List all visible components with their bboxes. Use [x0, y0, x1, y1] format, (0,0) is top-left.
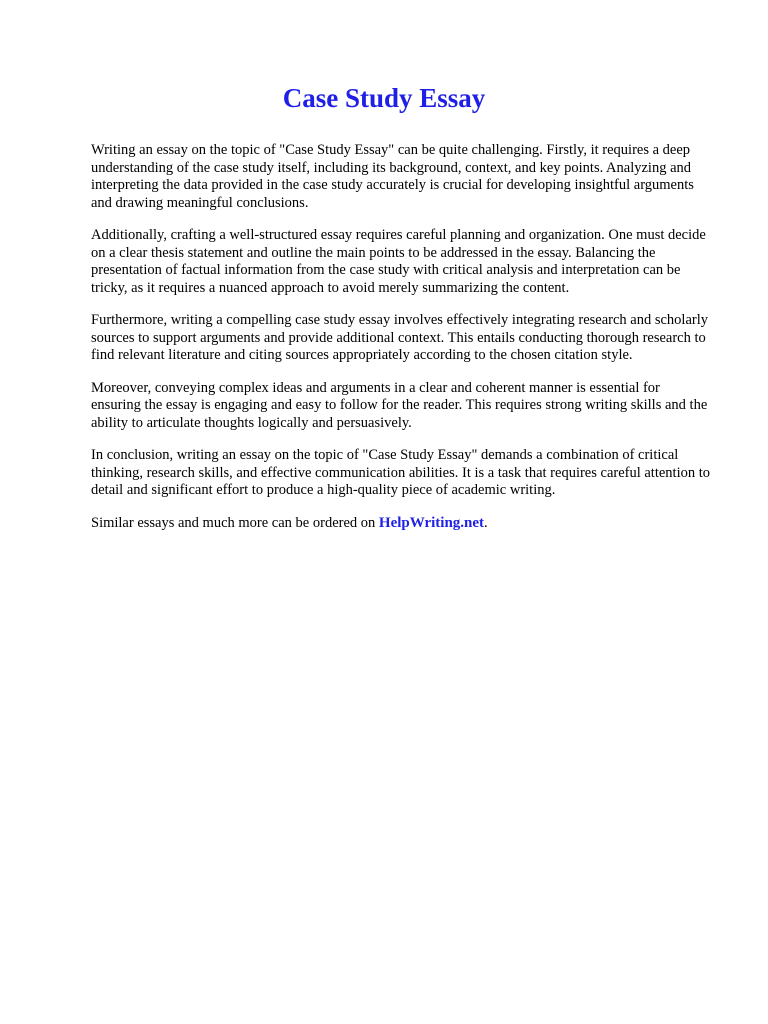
paragraph-1: Writing an essay on the topic of "Case Study Essay" can be quite challenging. Firstly, it requires a deep understanding of the case study itself, including its background, context, and key points. Analyzing and interpreting the data provided in the case study accurately is crucial for developing insightful arguments and drawing meaningful conclusions. [91, 142, 694, 211]
footer-line [91, 515, 712, 533]
paragraph-2: Additionally, crafting a well-structured essay requires careful planning and organization. One must decide on a clear thesis statement and outline the main points to be addressed in the essay. Balancing the presentation of factual information from the case study with critical analysis and interpretation can be tricky, as it requires a nuanced approach to avoid merely summarizing the content. [91, 227, 706, 296]
document-title: Case Study Essay [282, 83, 486, 113]
helpwriting-link[interactable]: HelpWriting.net [378, 514, 485, 531]
paragraph-4: Moreover, conveying complex ideas and arguments in a clear and coherent manner is essential for ensuring the essay is engaging and easy to follow for the reader. This requires strong writing skills and the ability to articulate thoughts logically and persuasively. [91, 379, 708, 431]
paragraph-5: In conclusion, writing an essay on the topic of "Case Study Essay" demands a combination of critical thinking, research skills, and effective communication abilities. It is a task that requires careful attention to detail and significant effort to produce a high-quality piece of academic writing. [91, 447, 711, 498]
paragraph-3: Furthermore, writing a compelling case study essay involves effectively integrating research and scholarly sources to support arguments and provide additional context. This entails conducting thorough research to find relevant literature and citing sources appropriately according to the chosen citation style. [91, 312, 708, 363]
footer-prefix: Similar essays and much more can be ordered on [91, 514, 376, 531]
footer-suffix: . [484, 514, 488, 531]
